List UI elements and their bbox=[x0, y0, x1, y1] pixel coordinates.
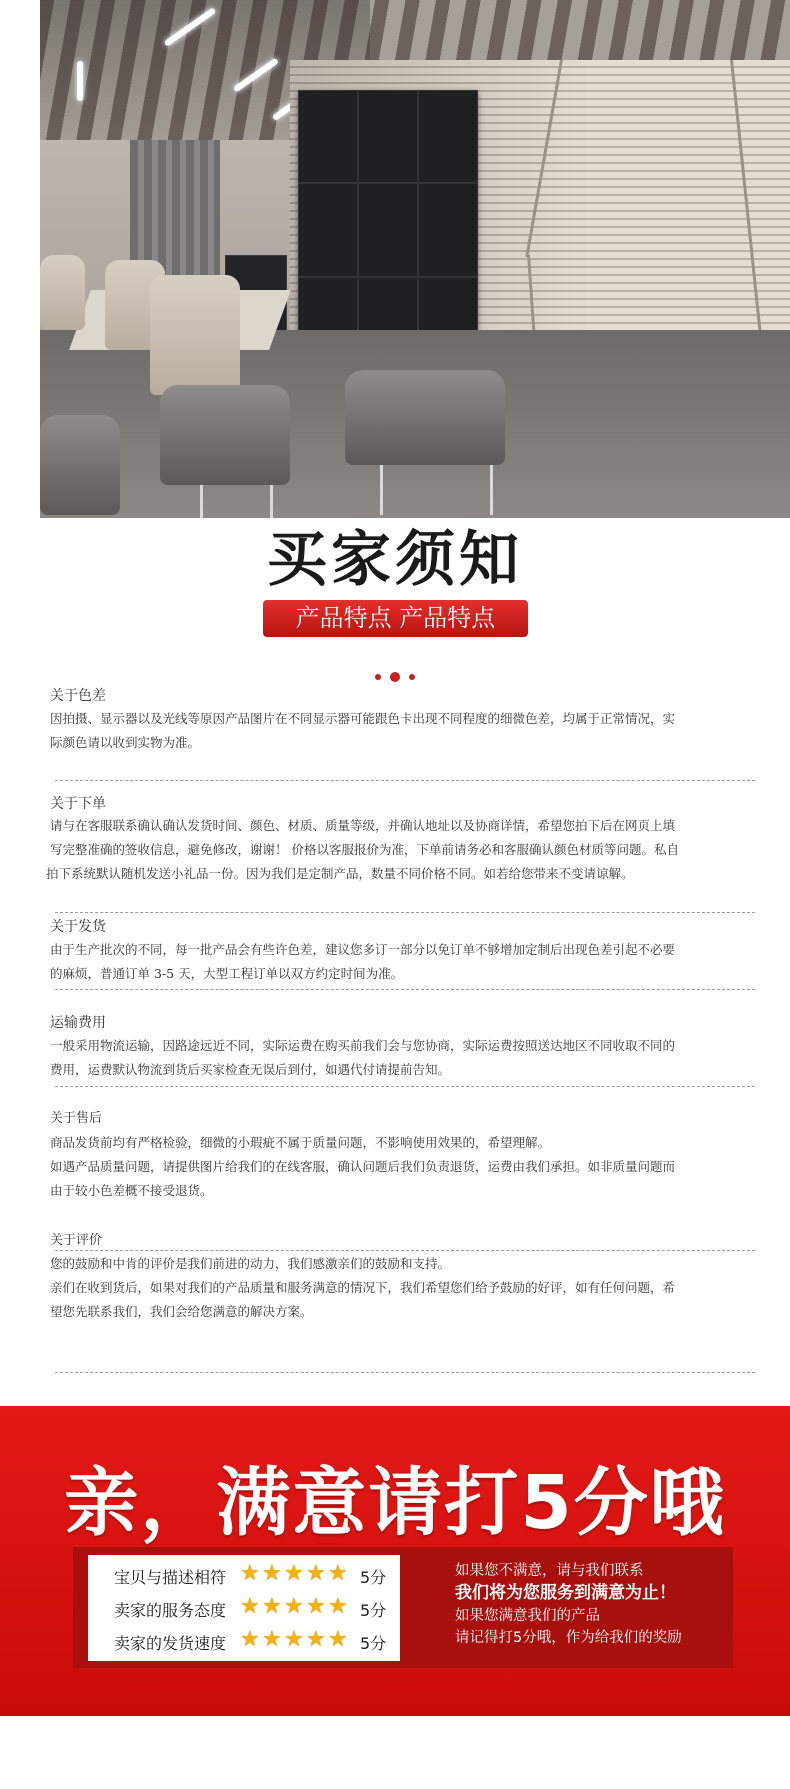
star-icon: ★ bbox=[262, 1561, 282, 1586]
screen-panel bbox=[298, 90, 358, 183]
beige-chair bbox=[150, 275, 240, 395]
rating-row bbox=[88, 1559, 400, 1591]
rating-headline: 亲，满意请打5分哦 bbox=[64, 1460, 726, 1546]
video-wall-screen bbox=[298, 90, 478, 370]
star-icon: ★ bbox=[284, 1561, 304, 1586]
grey-chair bbox=[345, 370, 505, 465]
screen-panel bbox=[298, 183, 358, 277]
section-freight bbox=[50, 1014, 755, 1082]
rating-message-line: 请记得打5分哦，作为给我们的奖励 bbox=[455, 1630, 682, 1646]
section-line: 的麻烦，普通订单 3-5 天，大型工程订单以双方约定时间为准。 bbox=[50, 966, 404, 981]
rating-label: 宝贝与描述相符 bbox=[114, 1568, 227, 1587]
rating-label: 卖家的发货速度 bbox=[114, 1634, 227, 1653]
dashed-divider bbox=[55, 912, 755, 913]
star-icon: ★ bbox=[262, 1627, 282, 1652]
star-icon: ★ bbox=[306, 1627, 326, 1652]
section-line: 际颜色请以收到实物为准。 bbox=[50, 735, 201, 750]
subtitle-badge: 产品特点 产品特点 bbox=[263, 600, 528, 637]
rating-score: 5分 bbox=[360, 1601, 387, 1620]
section-after-sales bbox=[50, 1110, 755, 1203]
section-line: 拍下系统默认随机发送小礼品一份。因为我们是定制产品，数量不同价格不同。如若给您带来不变请谅解。 bbox=[46, 866, 634, 881]
section-title: 关于发货 bbox=[50, 919, 106, 935]
section-line: 望您先联系我们，我们会给您满意的解决方案。 bbox=[50, 1304, 313, 1319]
section-line: 一般采用物流运输，因路途远近不同，实际运费在购买前我们会与您协商，实际运费按照送达地区不同收取不同的 bbox=[50, 1038, 676, 1053]
rating-row bbox=[88, 1592, 400, 1624]
screen-panel bbox=[358, 183, 418, 277]
rating-message-line: 如果您满意我们的产品 bbox=[455, 1608, 600, 1624]
grey-chair bbox=[160, 385, 290, 485]
decorative-dots bbox=[375, 672, 415, 682]
star-icon: ★ bbox=[328, 1561, 348, 1586]
star-rating bbox=[240, 1562, 350, 1586]
screen-panel bbox=[358, 90, 418, 183]
beige-chair bbox=[40, 255, 85, 330]
section-line: 您的鼓励和中肯的评价是我们前进的动力，我们感激亲们的鼓励和支持。 bbox=[50, 1256, 451, 1271]
rating-box bbox=[88, 1555, 400, 1661]
grey-chair bbox=[40, 415, 120, 515]
section-color-difference bbox=[50, 687, 755, 755]
star-icon: ★ bbox=[328, 1627, 348, 1652]
section-line: 如遇产品质量问题，请提供图片给我们的在线客服，确认问题后我们负责退货，运费由我们承担。如非质量问题而 bbox=[50, 1159, 676, 1174]
dot-icon bbox=[409, 674, 415, 680]
dashed-divider bbox=[55, 1250, 755, 1251]
chair-leg bbox=[490, 465, 493, 515]
star-icon: ★ bbox=[240, 1627, 260, 1652]
section-title: 运输费用 bbox=[50, 1015, 106, 1031]
star-icon: ★ bbox=[306, 1594, 326, 1619]
star-icon: ★ bbox=[284, 1594, 304, 1619]
rating-score: 5分 bbox=[360, 1634, 387, 1653]
star-icon: ★ bbox=[284, 1627, 304, 1652]
rating-score: 5分 bbox=[360, 1568, 387, 1587]
dashed-divider bbox=[55, 1086, 755, 1087]
star-icon: ★ bbox=[328, 1594, 348, 1619]
star-rating bbox=[240, 1628, 350, 1652]
notice-title: 买家须知 bbox=[267, 525, 523, 595]
chair-leg bbox=[380, 465, 383, 515]
section-line: 费用，运费默认物流到货后买家检查无误后到付，如遇代付请提前告知。 bbox=[50, 1062, 451, 1077]
section-shipping bbox=[50, 918, 755, 986]
section-line: 因拍摄、显示器以及光线等原因产品图片在不同显示器可能跟色卡出现不同程度的细微色差，均属于正常情况，实 bbox=[50, 711, 676, 726]
section-title: 关于评价 bbox=[50, 1233, 103, 1248]
ceiling-lamp bbox=[77, 61, 83, 101]
section-line: 请与在客服联系确认确认发货时间、颜色、材质、质量等级，并确认地址以及协商详情，希望您拍下后在网页上填 bbox=[50, 818, 676, 833]
dot-icon bbox=[375, 674, 381, 680]
dashed-divider bbox=[55, 1372, 755, 1373]
section-title: 关于色差 bbox=[50, 688, 106, 704]
screen-panel bbox=[418, 90, 478, 183]
section-line: 商品发货前均有严格检验，细微的小瑕疵不属于质量问题，不影响使用效果的，希望理解。 bbox=[50, 1135, 551, 1150]
dashed-divider bbox=[55, 989, 755, 990]
section-line: 亲们在收到货后，如果对我们的产品质量和服务满意的情况下，我们希望您们给予鼓励的好评，如有任何问题，希 bbox=[50, 1280, 676, 1295]
section-line: 写完整准确的签收信息，避免修改，谢谢！ 价格以客服报价为准，下单前请务必和客服确认颜色材质等问题。私自 bbox=[50, 842, 679, 857]
star-icon: ★ bbox=[240, 1594, 260, 1619]
rating-message-line: 如果您不满意，请与我们联系 bbox=[455, 1563, 644, 1579]
section-reviews bbox=[50, 1232, 755, 1324]
star-icon: ★ bbox=[240, 1561, 260, 1586]
dashed-divider bbox=[55, 780, 755, 781]
star-rating bbox=[240, 1595, 350, 1619]
screen-panel bbox=[418, 183, 478, 277]
section-line: 由于较小色差概不接受退货。 bbox=[50, 1183, 213, 1198]
rating-row bbox=[88, 1625, 400, 1657]
hero-photo bbox=[40, 0, 790, 518]
star-icon: ★ bbox=[262, 1594, 282, 1619]
section-line: 由于生产批次的不同，每一批产品会有些许色差，建议您多订一部分以免订单不够增加定制后出现色差引起不必要 bbox=[50, 942, 676, 957]
rating-message-line: 我们将为您服务到满意为止！ bbox=[455, 1583, 676, 1603]
rating-label: 卖家的服务态度 bbox=[114, 1601, 227, 1620]
section-title: 关于售后 bbox=[50, 1111, 103, 1126]
section-ordering bbox=[46, 795, 755, 886]
star-icon: ★ bbox=[306, 1561, 326, 1586]
dot-icon bbox=[390, 672, 400, 682]
section-title: 关于下单 bbox=[50, 796, 106, 812]
